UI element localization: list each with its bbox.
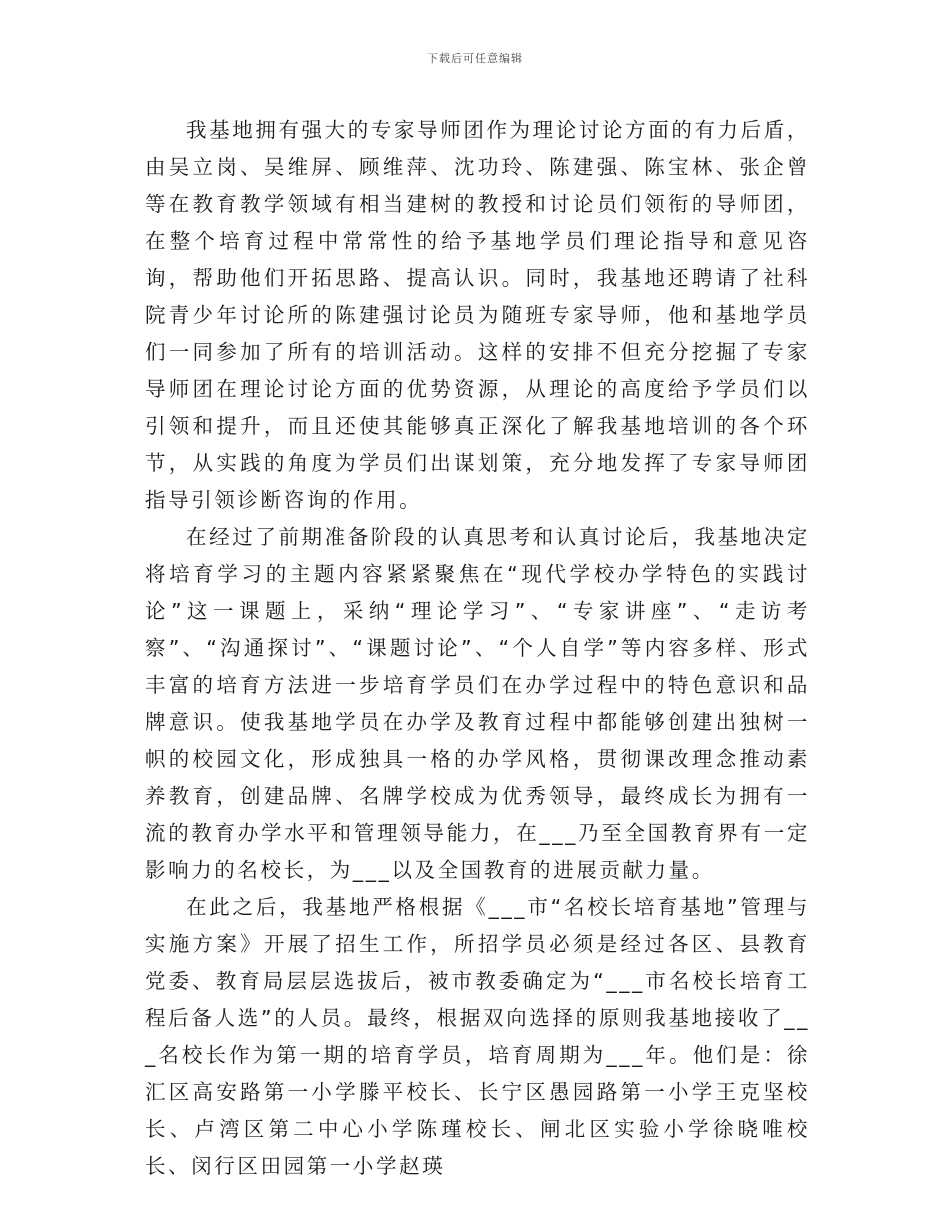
header-note: 下载后可任意编辑 — [427, 52, 523, 65]
paragraph-expert-team: 我基地拥有强大的专家导师团作为理论讨论方面的有力后盾，由吴立岗、吴维屏、顾维萍、沈功玲、陈建强、陈宝林、张企曾等在教育教学领域有相当建树的教授和讨论员们领衔的导师团，在整个培育过程中常常性的给予基地学员们理论指导和意见咨询，帮助他们开拓思路、提高认识。同时，我基地还聘请了社科院青少年讨论所的陈建强讨论员为随班专家导师，他和基地学员们一同参加了所有的培训活动。这样的安排不但充分挖掘了专家导师团在理论讨论方面的优势资源，从理论的高度给予学员们以引领和提升，而且还使其能够真正深化了解我基地培训的各个环节，从实践的角度为学员们出谋划策，充分地发挥了专家导师团指导引领诊断咨询的作用。 — [145, 118, 810, 512]
paragraph-enrollment: 在此之后，我基地严格根据《___市“名校长培育基地”管理与实施方案》开展了招生工作，所招学员必须是经过各区、县教育党委、教育局层层选拔后，被市教委确定为“___市名校长培育工程后备人选”的人员。最终，根据双向选择的原则我基地接收了___名校长作为第一期的培育学员，培育周期为___年。他们是：徐汇区高安路第一小学滕平校长、长宁区愚园路第一小学王克坚校长、卢湾区第二中心小学陈瑾校长、闸北区实验小学徐晓唯校长、闵行区田园第一小学赵瑛 — [145, 895, 810, 1178]
document-body — [145, 112, 810, 1185]
paragraph-training-theme: 在经过了前期准备阶段的认真思考和认真讨论后，我基地决定将培育学习的主题内容紧紧聚焦在“现代学校办学特色的实践讨论”这一课题上，采纳“理论学习”、“专家讲座”、“走访考察”、“沟通探讨”、“课题讨论”、“个人自学”等内容多样、形式丰富的培育方法进一步培育学员们在办学过程中的特色意识和品牌意识。使我基地学员在办学及教育过程中都能够创建出独树一帜的校园文化，形成独具一格的办学风格，贯彻课改理念推动素养教育，创建品牌、名牌学校成为优秀领导，最终成长为拥有一流的教育办学水平和管理领导能力，在___乃至全国教育界有一定影响力的名校长，为___以及全国教育的进展贡献力量。 — [145, 525, 810, 882]
